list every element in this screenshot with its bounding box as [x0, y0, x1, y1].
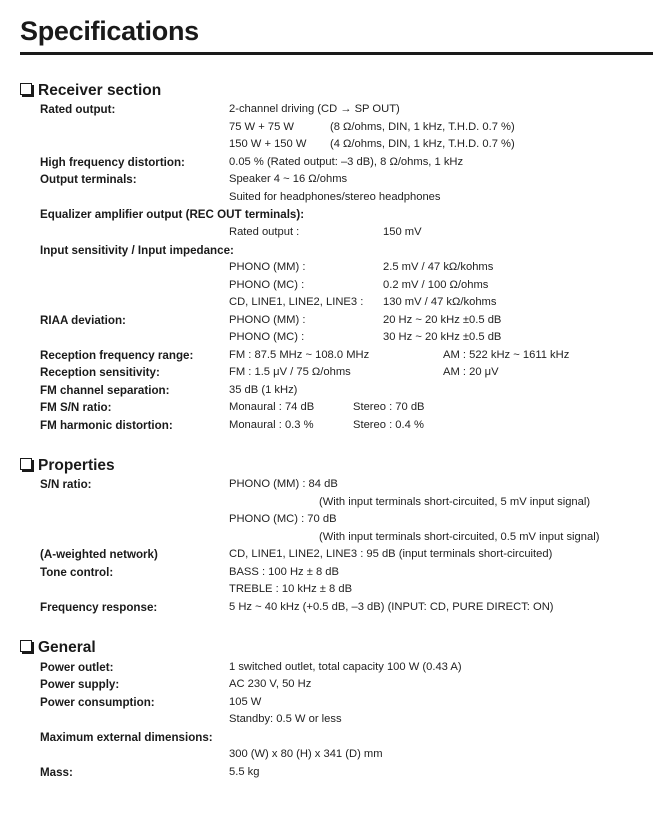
power-outlet-label: Power outlet: — [40, 661, 114, 674]
input-sensitivity-label: Input sensitivity / Input impedance: — [40, 244, 234, 257]
riaa-deviation-value-2: 30 Hz ~ 20 kHz ±0.5 dB — [383, 331, 502, 343]
checkbox-bullet-icon — [20, 458, 32, 470]
checkbox-bullet-icon — [20, 640, 32, 652]
fm-sn-ratio-monaural: Monaural : 74 dB — [229, 401, 315, 413]
sn-ratio-phono-mm: PHONO (MM) : 84 dB — [229, 478, 338, 490]
frequency-response-label: Frequency response: — [40, 601, 158, 614]
power-consumption-standby: Standby: 0.5 W or less — [229, 713, 342, 725]
power-consumption-label: Power consumption: — [40, 696, 155, 709]
reception-range-fm: FM : 87.5 MHz ~ 108.0 MHz — [229, 349, 370, 361]
rated-output-value-3: 150 W + 150 W — [229, 138, 307, 150]
tone-control-treble: TREBLE : 10 kHz ± 8 dB — [229, 583, 353, 595]
checkbox-bullet-icon — [20, 83, 32, 95]
reception-sensitivity-am: AM : 20 μV — [443, 366, 499, 378]
mass-label: Mass: — [40, 766, 73, 779]
input-sensitivity-value-2: 0.2 mV / 100 Ω/ohms — [383, 279, 489, 291]
reception-range-label: Reception frequency range: — [40, 349, 194, 362]
fm-sn-ratio-stereo: Stereo : 70 dB — [353, 401, 425, 413]
sn-ratio-phono-mc-note: (With input terminals short-circuited, 0.5 mV input signal) — [319, 531, 600, 543]
dimensions-value: 300 (W) x 80 (H) x 341 (D) mm — [229, 748, 383, 760]
rated-output-condition-3: (4 Ω/ohms, DIN, 1 kHz, T.H.D. 0.7 %) — [330, 138, 515, 150]
fm-harmonic-distortion-monaural: Monaural : 0.3 % — [229, 419, 314, 431]
equalizer-output-key: Rated output : — [229, 226, 300, 238]
a-weighted-value: CD, LINE1, LINE2, LINE3 : 95 dB (input terminals short-circuited) — [229, 548, 553, 560]
riaa-deviation-key-1: PHONO (MM) : — [229, 314, 306, 326]
output-terminals-value-1: Speaker 4 ~ 16 Ω/ohms — [229, 173, 348, 185]
frequency-response-value: 5 Hz ~ 40 kHz (+0.5 dB, –3 dB) (INPUT: CD, PURE DIRECT: ON) — [229, 601, 554, 613]
input-sensitivity-key-1: PHONO (MM) : — [229, 261, 306, 273]
tone-control-bass: BASS : 100 Hz ± 8 dB — [229, 566, 339, 578]
section-heading-properties: Properties — [20, 457, 115, 475]
output-terminals-value-2: Suited for headphones/stereo headphones — [229, 191, 441, 203]
section-heading-receiver: Receiver section — [20, 82, 161, 100]
input-sensitivity-key-3: CD, LINE1, LINE2, LINE3 : — [229, 296, 364, 308]
riaa-deviation-label: RIAA deviation: — [40, 314, 126, 327]
sn-ratio-phono-mc: PHONO (MC) : 70 dB — [229, 513, 337, 525]
power-supply-label: Power supply: — [40, 678, 120, 691]
a-weighted-label: (A-weighted network) — [40, 548, 158, 561]
page-title: Specifications — [20, 16, 199, 46]
mass-value: 5.5 kg — [229, 766, 260, 778]
fm-sn-ratio-label: FM S/N ratio: — [40, 401, 112, 414]
fm-harmonic-distortion-stereo: Stereo : 0.4 % — [353, 419, 424, 431]
rated-output-condition-2: (8 Ω/ohms, DIN, 1 kHz, T.H.D. 0.7 %) — [330, 121, 515, 133]
input-sensitivity-value-1: 2.5 mV / 47 kΩ/kohms — [383, 261, 494, 273]
input-sensitivity-value-3: 130 mV / 47 kΩ/kohms — [383, 296, 497, 308]
title-rule — [20, 52, 653, 55]
rated-output-value-1: 2-channel driving (CD → SP OUT) — [229, 103, 400, 115]
sn-ratio-phono-mm-note: (With input terminals short-circuited, 5 mV input signal) — [319, 496, 591, 508]
fm-channel-separation-label: FM channel separation: — [40, 384, 170, 397]
hf-distortion-value: 0.05 % (Rated output: –3 dB), 8 Ω/ohms, 1 kHz — [229, 156, 464, 168]
power-supply-value: AC 230 V, 50 Hz — [229, 678, 312, 690]
reception-sensitivity-label: Reception sensitivity: — [40, 366, 160, 379]
riaa-deviation-value-1: 20 Hz ~ 20 kHz ±0.5 dB — [383, 314, 502, 326]
sn-ratio-label: S/N ratio: — [40, 478, 92, 491]
dimensions-label: Maximum external dimensions: — [40, 731, 213, 744]
hf-distortion-label: High frequency distortion: — [40, 156, 185, 169]
riaa-deviation-key-2: PHONO (MC) : — [229, 331, 305, 343]
rated-output-label: Rated output: — [40, 103, 116, 116]
fm-harmonic-distortion-label: FM harmonic distortion: — [40, 419, 173, 432]
power-outlet-value: 1 switched outlet, total capacity 100 W (0.43 A) — [229, 661, 462, 673]
equalizer-output-label: Equalizer amplifier output (REC OUT terminals): — [40, 208, 305, 221]
section-heading-general: General — [20, 639, 96, 657]
input-sensitivity-key-2: PHONO (MC) : — [229, 279, 305, 291]
reception-sensitivity-fm: FM : 1.5 μV / 75 Ω/ohms — [229, 366, 351, 378]
equalizer-output-value: 150 mV — [383, 226, 422, 238]
tone-control-label: Tone control: — [40, 566, 114, 579]
power-consumption-value: 105 W — [229, 696, 262, 708]
reception-range-am: AM : 522 kHz ~ 1611 kHz — [443, 349, 570, 361]
output-terminals-label: Output terminals: — [40, 173, 137, 186]
fm-channel-separation-value: 35 dB (1 kHz) — [229, 384, 298, 396]
rated-output-value-2: 75 W + 75 W — [229, 121, 294, 133]
